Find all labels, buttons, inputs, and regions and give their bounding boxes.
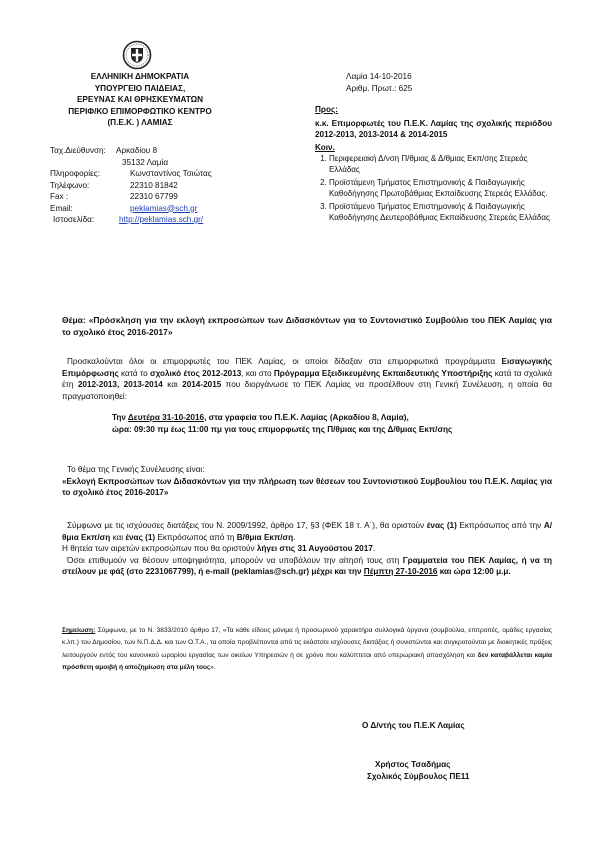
cc-label: Κοιν. (315, 142, 335, 152)
body-bold: 2014-2015 (182, 380, 222, 389)
body-bold: Β/θμια Εκπ/ση (236, 532, 294, 542)
body-text: Η θητεία των αιρετών εκπροσώπων που θα οριστούν (62, 544, 257, 553)
cc-list (315, 153, 552, 223)
greek-emblem-icon (122, 40, 152, 70)
organization-header (55, 71, 225, 129)
topic-intro: Το θέμα της Γενικής Συνέλευσης είναι: (67, 465, 205, 474)
place-date: Λαμία 14-10-2016 (346, 72, 412, 81)
body-bold: λήγει στις 31 Αυγούστου 2017 (256, 544, 373, 553)
org-line: ΕΛΛΗΝΙΚΗ ΔΗΜΟΚΡΑΤΙΑ (90, 72, 190, 81)
meeting-text: Την (112, 413, 128, 422)
body-text: και (162, 380, 183, 389)
meeting-text: , στα γραφεία του Π.Ε.Κ. Λαμίας (Αρκαδίου 8, Λαμία), (204, 413, 409, 422)
fax-value: 22310 67799 (130, 192, 178, 201)
meeting-details (112, 412, 552, 435)
org-line: (Π.Ε.Κ. ) ΛΑΜΙΑΣ (107, 118, 173, 128)
recipients-block (315, 104, 552, 225)
cc-item: 3. Προϊστάμενο Τμήματος Επιστημονικής & Παιδαγωγικής Καθοδήγησης Δευτεροβάθμιας Εκπαίδευσης Στερεάς Ελλάδας (329, 201, 552, 223)
address-value: Αρκαδίου 8 (116, 146, 158, 155)
meeting-day: Δευτέρα 31-10-2016 (127, 413, 205, 422)
body-text: Προσκαλούνται όλοι οι επιμορφωτές του ΠΕΚ Λαμίας, οι οποίοι δίδαξαν στα επιμορφωτικά προγράμματα (67, 357, 502, 366)
email-label: Email: (50, 203, 73, 213)
election-paragraphs (62, 520, 552, 578)
protocol-number: Αριθμ. Πρωτ.: 625 (346, 83, 413, 93)
body-bold: και ώρα 12:00 μ.μ. (437, 567, 511, 576)
body-text: που διοργάνωσε το ΠΕΚ Λαμίας να προσέλθουν στη Γενική Συνέλευση, η οποία θα πραγματοποιηθεί: (62, 380, 552, 401)
note-label: Σημείωση: (62, 627, 96, 634)
meeting-time: ώρα: 09:30 πμ έως 11:00 πμ για τους επιμορφωτές της Π/θμιας και της Δ/θμιας Εκπ/σης (112, 424, 453, 434)
subject-text: «Πρόσκληση για την εκλογή εκπροσώπων των Διδασκόντων για το Συντονιστικό Συμβούλιο του ΠΕΚ Λαμίας για το σχολικό έτος 2016-2017» (62, 315, 552, 337)
postcode: 35132 Λαμία (122, 157, 169, 167)
invitation-paragraph (62, 356, 552, 402)
to-recipients: κ.κ. Επιμορφωτές του Π.Ε.Κ. Λαμίας της σχολικής περιόδου 2012-2013, 2013-2014 & 2014-2015 (315, 118, 552, 139)
body-text: , και στο (241, 368, 274, 378)
body-bold: ένας (1) (426, 521, 457, 530)
body-text: και (110, 532, 126, 542)
body-text: Όσοι επιθυμούν να θέσουν υποψηφιότητα, μπορούν να υποβάλουν την αίτησή τους στη (67, 555, 403, 565)
signature-title: Σχολικός Σύμβουλος ΠΕ11 (367, 772, 470, 781)
date-protocol-block (346, 71, 546, 94)
website-link[interactable]: http://peklamias.sch.gr/ (119, 215, 204, 224)
body-bold: 2012-2013, 2013-2014 (77, 380, 163, 389)
body-text: κατά τα σχολικά έτη (62, 368, 552, 389)
phone-value: 22310 81842 (130, 180, 178, 190)
subject (62, 314, 552, 338)
phone-label: Τηλέφωνο: (50, 180, 90, 190)
body-text: Εκπρόσωπος από την (456, 521, 544, 530)
info-value: Κωνσταντίνος Τσιώτας (130, 169, 212, 178)
body-bold: Πρόγραμμα Εξειδικευμένης Εκπαιδευτικής Υποστήριξης (273, 368, 493, 378)
body-text: Σύμφωνα με τις ισχύουσες διατάξεις του Ν. 2009/1992, άρθρο 17, §3 (ΦΕΚ 18 τ. Α΄), θα οριστούν (67, 521, 427, 530)
body-bold: Εισαγωγικής Επιμόρφωσης (62, 357, 552, 378)
body-bold: ένας (1) (125, 532, 156, 542)
org-line: ΥΠΟΥΡΓΕΙΟ ΠΑΙΔΕΙΑΣ, (94, 83, 186, 93)
note-text: ». (210, 664, 216, 672)
org-line: ΠΕΡΙΦ/ΚΟ ΕΠΙΜΟΡΦΩΤΙΚΟ ΚΕΝΤΡΟ (68, 106, 212, 116)
signature-role: Ο Δ/ντής του Π.Ε.Κ Λαμίας (362, 721, 465, 730)
note-text: Σύμφωνα, με το Ν. 3833/2010 άρθρο 17, «Τα κάθε είδους μόνιμα ή προσωρινού χαρακτήρα συλλογικά όργανα (συμβούλια, επιτροπές, ομάδες εργασίας κ.λπ.) του Δημοσίου, των Ν.Π.Δ.Δ. και των Ο.Τ.Α., τα οποία προβλέπονται από τις εκάστοτε ισχύουσες διατάξεις ή συνιστώνται και συγκροτούνται με διοικητικές πράξεις λειτουργούν εντός του κανονικού ωραρίου εργασίας των οικείων Υπηρεσιών ή σε χρόνο που καλύπτεται από υπερωριακή απασχόληση και (62, 627, 552, 659)
signature-name: Χρήστος Τσαδήμας (375, 760, 451, 769)
body-bold: Α/θμια Εκπ/ση (62, 521, 552, 542)
body-text: Εκπρόσωπος από τη (155, 532, 237, 542)
fax-label: Fax : (50, 192, 69, 201)
contact-block (50, 145, 300, 226)
body-bold: σχολικό έτος 2012-2013 (149, 368, 242, 378)
body-text: κατά το (118, 368, 150, 378)
cc-item: 2. Προϊστάμενη Τμήματος Επιστημονικής & Παιδαγωγικής Καθοδήγησης Πρωτοβάθμιας Εκπαίδευσης Στερεάς Ελλάδας. (329, 177, 552, 199)
cc-item: 1. Περιφερειακή Δ/νση Π/θμιας & Δ/θμιας Εκπ/σης Στερεάς Ελλάδας (329, 153, 552, 175)
assembly-topic (62, 464, 552, 499)
email-link[interactable]: peklamias@sch.gr (130, 203, 198, 213)
website-label: Ιστοσελίδα: (53, 215, 95, 224)
subject-label: Θέμα: (62, 315, 86, 325)
body-bold: Γραμματεία του ΠΕΚ Λαμίας, ή να τη στείλουν με φάξ (στο 2231067799), ή e-mail (peklamias@sch.gr) μέχρι και την (62, 555, 552, 576)
note-block (62, 625, 552, 675)
body-text: . (372, 544, 376, 553)
topic-text: «Εκλογή Εκπροσώπων των Διδασκόντων για την πλήρωση των θέσεων του Συντονιστικού Συμβουλίου του Π.Ε.Κ. Λαμίας για το σχολικό έτος 2016-2017» (62, 476, 552, 497)
address-label: Ταχ.Διεύθυνση: (50, 146, 106, 155)
org-line: ΕΡΕΥΝΑΣ ΚΑΙ ΘΡΗΣΚΕΥΜΑΤΩΝ (76, 95, 204, 105)
to-label: Προς: (315, 105, 338, 114)
deadline-date: Πέμπτη 27-10-2016 (363, 567, 438, 576)
note-bold: δεν καταβάλλεται καμία πρόσθετη αμοιβή ή αποζημίωση στα μέλη τους (62, 651, 552, 672)
body-text: . (293, 532, 296, 542)
info-label: Πληροφορίες: (50, 169, 100, 178)
